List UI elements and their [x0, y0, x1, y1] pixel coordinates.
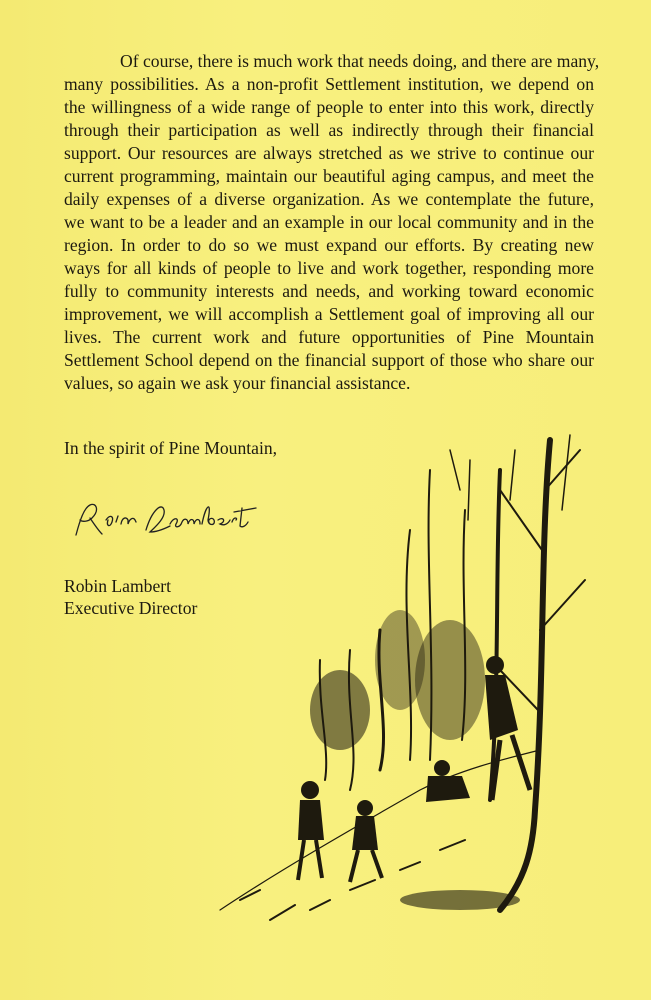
body-text-line: support. Our resources are always stretched as we strive to continue our [64, 143, 594, 163]
body-text-line: through their participation as well as indirectly through their financial [64, 120, 594, 140]
body-text-line: current programming, maintain our beautiful aging campus, and meet the [64, 166, 594, 186]
closing-line: In the spirit of Pine Mountain, [64, 438, 278, 458]
body-text-line: Settlement School depend on the financial support of those who share our [64, 350, 594, 370]
body-text-line: lives. The current work and future opportunities of Pine Mountain [64, 327, 594, 347]
letter-body [64, 50, 600, 395]
body-text-line: Of course, there is much work that needs doing, and there are many, [120, 51, 600, 71]
signer-title: Executive Director [64, 598, 198, 618]
body-text-line: improvement, we will accomplish a Settlement goal of improving all our [64, 304, 594, 324]
body-text-line: daily expenses of a diverse organization. As we contemplate the future, [64, 189, 594, 209]
body-text-line: values, so again we ask your financial assistance. [64, 373, 411, 393]
pen-ink-illustration-children-on-hillside [200, 430, 600, 940]
signer-name: Robin Lambert [64, 576, 172, 596]
body-text-line: ways for all kinds of people to live and work together, responding more [64, 258, 594, 278]
body-text-line: fully to community interests and needs, and working toward economic [64, 281, 594, 301]
body-text-line: region. In order to do so we must expand our efforts. By creating new [64, 235, 594, 255]
body-text-line: the willingness of a wide range of people to enter into this work, directly [64, 97, 594, 117]
signer-block [64, 575, 197, 619]
body-text-line: we want to be a leader and an example in our local community and in the [64, 212, 594, 232]
body-text-line: many possibilities. As a non-profit Settlement institution, we depend on [64, 74, 594, 94]
